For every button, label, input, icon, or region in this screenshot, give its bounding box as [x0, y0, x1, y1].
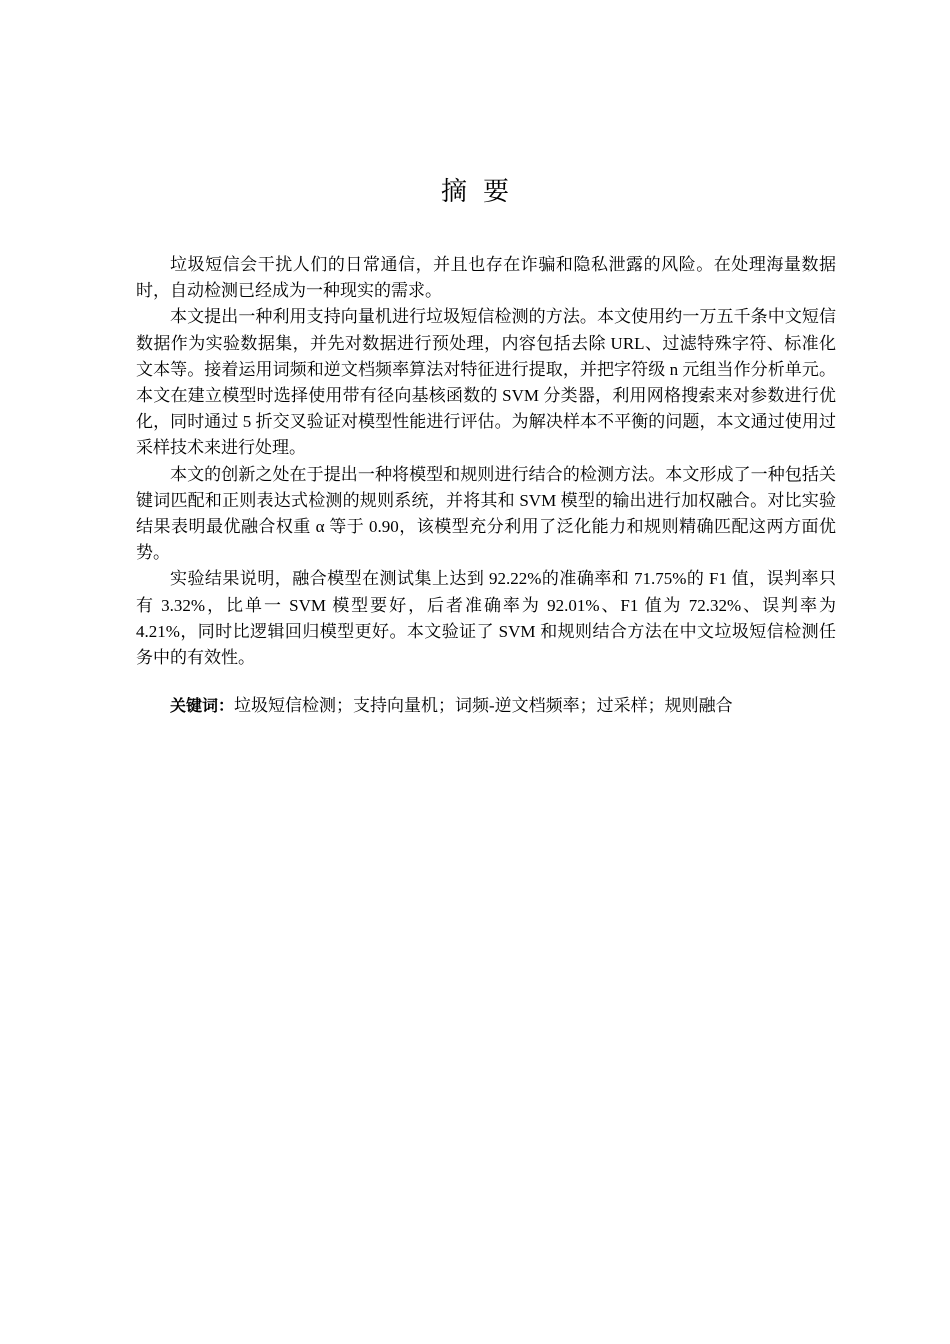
keywords-label: 关键词： — [170, 696, 235, 716]
keywords-list: 垃圾短信检测；支持向量机；词频-逆文档频率；过采样；规则融合 — [234, 696, 733, 716]
abstract-title: 摘要 — [440, 177, 525, 207]
abstract-paragraph-1: 垃圾短信会干扰人们的日常通信，并且也存在诈骗和隐私泄露的风险。在处理海量数据时，自动检测已经成为一种现实的需求。 — [136, 255, 836, 301]
abstract-body — [136, 252, 836, 719]
abstract-paragraph-2: 本文提出一种利用支持向量机进行垃圾短信检测的方法。本文使用约一万五千条中文短信数据作为实验数据集，并先对数据进行预处理，内容包括去除 URL、过滤特殊字符、标准化文本等。接着运用词频和逆文档频率算法对特征进行提取，并把字符级 n 元组当作分析单元。本文在建立模型时选择使用带有径向基核函数的 SVM 分类器，利用网格搜索来对参数进行优化，同时通过 5 折交叉验证对模型性能进行评估。为解决样本不平衡的问题，本文通过使用过采样技术来进行处理。 — [136, 307, 836, 458]
abstract-paragraph-3: 本文的创新之处在于提出一种将模型和规则进行结合的检测方法。本文形成了一种包括关键词匹配和正则表达式检测的规则系统，并将其和 SVM 模型的输出进行加权融合。对比实验结果表明最优融合权重 α 等于 0.90，该模型充分利用了泛化能力和规则精确匹配这两方面优势。 — [136, 464, 836, 563]
keywords-line — [136, 693, 836, 719]
abstract-paragraph-4: 实验结果说明，融合模型在测试集上达到 92.22%的准确率和 71.75%的 F1 值，误判率只有 3.32%，比单一 SVM 模型要好，后者准确率为 92.01%、F1 值为 72.32%、误判率为 4.21%，同时比逻辑回归模型更好。本文验证了 SVM 和规则结合方法在中文垃圾短信检测任务中的有效性。 — [136, 569, 836, 668]
